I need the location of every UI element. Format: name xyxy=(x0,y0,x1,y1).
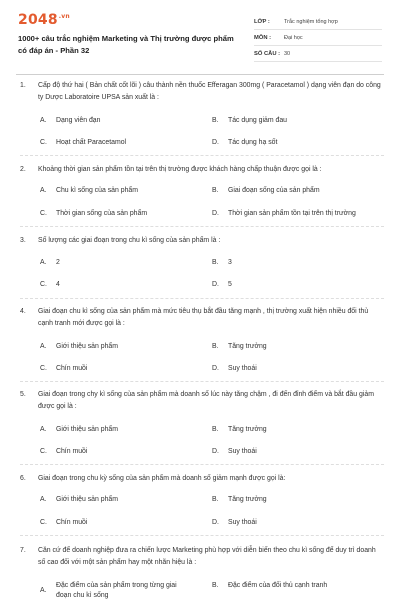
option-letter: D. xyxy=(212,139,219,146)
meta-label: SỐ CÂU : xyxy=(254,50,281,57)
question-number: 3. xyxy=(20,237,26,244)
option-letter: B. xyxy=(212,187,219,194)
option-text: Đặc điểm của sản phẩm trong từng giai đoạn chu kì sống xyxy=(56,582,177,599)
option-letter: B. xyxy=(212,582,219,589)
document-title: 1000+ câu trắc nghiệm Marketing và Thị trường được phẩm có đáp án - Phần 32 xyxy=(18,34,234,55)
option-text: Tăng trưởng xyxy=(228,426,267,433)
question-number: 7. xyxy=(20,547,26,554)
option-letter: C. xyxy=(40,448,47,455)
meta-label: LỚP : xyxy=(254,18,270,25)
option-letter: A. xyxy=(40,426,47,433)
question-separator xyxy=(20,155,384,156)
option-letter: A. xyxy=(40,496,47,503)
option-text: 4 xyxy=(56,281,60,288)
option-letter: D. xyxy=(212,281,219,288)
option-letter: A. xyxy=(40,259,47,266)
question-separator xyxy=(20,298,384,299)
question-text: Giai đoạn trong chy kì sống của sản phẩm mà doanh số lúc này tăng chậm , đi đến đỉnh điểm và bắt đầu giảm được gọi là : xyxy=(38,391,374,410)
option-letter: C. xyxy=(40,210,47,217)
option-text: Thời gian sản phẩm tồn tại trên thị trường xyxy=(228,210,356,217)
option-letter: A. xyxy=(40,187,47,194)
option-letter: C. xyxy=(40,519,47,526)
question-text: Khoảng thời gian sản phẩm tồn tại trên thị trường được khách hàng chấp thuận được gọi là : xyxy=(38,166,322,173)
meta-row-subject xyxy=(254,30,382,46)
option-letter: D. xyxy=(212,365,219,372)
option-text: Hoạt chất Paracetamol xyxy=(56,139,127,146)
option-text: Tăng trưởng xyxy=(228,343,267,350)
option-text: Chín muồi xyxy=(56,365,88,372)
option-letter: D. xyxy=(212,210,219,217)
option-text: Suy thoái xyxy=(228,365,257,372)
option-text: Thời gian sống của sản phẩm xyxy=(56,210,148,217)
option-text: 2 xyxy=(56,259,60,266)
option-letter: B. xyxy=(212,426,219,433)
meta-row-count xyxy=(254,46,382,62)
option-text: Dạng viên đạn xyxy=(56,117,101,124)
option-text: Tác dụng giảm đau xyxy=(228,117,287,124)
option-letter: B. xyxy=(212,496,219,503)
option-letter: C. xyxy=(40,139,47,146)
option-letter: C. xyxy=(40,365,47,372)
option-text: Suy thoái xyxy=(228,519,257,526)
document-header xyxy=(0,0,400,68)
option-text: Tác dụng hạ sốt xyxy=(228,139,278,146)
meta-label: MÔN : xyxy=(254,34,272,41)
question-text: Giai đoạn trong chu kỳ sống của sản phẩm mà doanh số giảm mạnh được gọi là: xyxy=(38,475,286,482)
option-text: Giai đoạn sống của sản phẩm xyxy=(228,187,320,194)
question-separator xyxy=(20,464,384,465)
logo-text: 2048 xyxy=(18,12,58,28)
option-text: Chu kì sống của sản phẩm xyxy=(56,187,138,194)
option-text: Chín muồi xyxy=(56,519,88,526)
question-text: Căn cứ để doanh nghiệp đưa ra chiến lược Marketing phù hợp với diễn biến theo chu kì sống để duy trì doanh số cao đối với một sản phẩm hay một nhãn hiệu là : xyxy=(38,547,376,566)
option-letter: B. xyxy=(212,259,219,266)
question-number: 4. xyxy=(20,308,26,315)
option-letter: B. xyxy=(212,117,219,124)
site-logo[interactable] xyxy=(18,12,70,28)
option-letter: A. xyxy=(40,117,47,124)
header-divider xyxy=(16,74,384,75)
question-number: 1. xyxy=(20,82,26,89)
option-text: Giới thiệu sản phẩm xyxy=(56,343,118,350)
question-text: Giai đoạn chu kì sống của sản phẩm mà mức tiêu thụ bắt đầu tăng mạnh , thị trường xuất hiện nhiều đối thủ cạnh tranh mới được gọi là : xyxy=(38,308,369,327)
option-letter: A. xyxy=(40,343,47,350)
option-text: Giới thiệu sản phẩm xyxy=(56,426,118,433)
question-separator xyxy=(20,226,384,227)
option-letter: D. xyxy=(212,448,219,455)
option-text: Chín muồi xyxy=(56,448,88,455)
option-text: 5 xyxy=(228,281,232,288)
option-letter: A. xyxy=(40,587,47,594)
option-letter: D. xyxy=(212,519,219,526)
option-text: Đặc điểm của đối thủ cạnh tranh xyxy=(228,582,328,589)
question-text: Số lượng các giai đoạn trong chu kì sống của sản phẩm là : xyxy=(38,237,221,244)
question-number: 6. xyxy=(20,475,26,482)
meta-value: Trắc nghiệm tổng hợp xyxy=(284,18,338,25)
logo-suffix: .vn xyxy=(58,13,70,21)
question-number: 2. xyxy=(20,166,26,173)
question-separator xyxy=(20,381,384,382)
meta-row-class xyxy=(254,14,382,30)
option-text: Suy thoái xyxy=(228,448,257,455)
option-text: Tăng trưởng xyxy=(228,496,267,503)
option-text: Giới thiệu sản phẩm xyxy=(56,496,118,503)
option-text: 3 xyxy=(228,259,232,266)
meta-value: 30 xyxy=(284,50,291,57)
option-letter: B. xyxy=(212,343,219,350)
option-letter: C. xyxy=(40,281,47,288)
question-separator xyxy=(20,535,384,536)
question-text: Cấp độ thứ hai ( Bản chất cốt lõi ) câu thành nền thuốc Efferagan 300mg ( Paracetamol ) dạng viên đạn do công ty Dược Laboratoire UPSA sản xuất là : xyxy=(38,82,381,101)
question-number: 5. xyxy=(20,391,26,398)
meta-value: Đại học xyxy=(284,34,303,41)
meta-table xyxy=(254,14,382,62)
